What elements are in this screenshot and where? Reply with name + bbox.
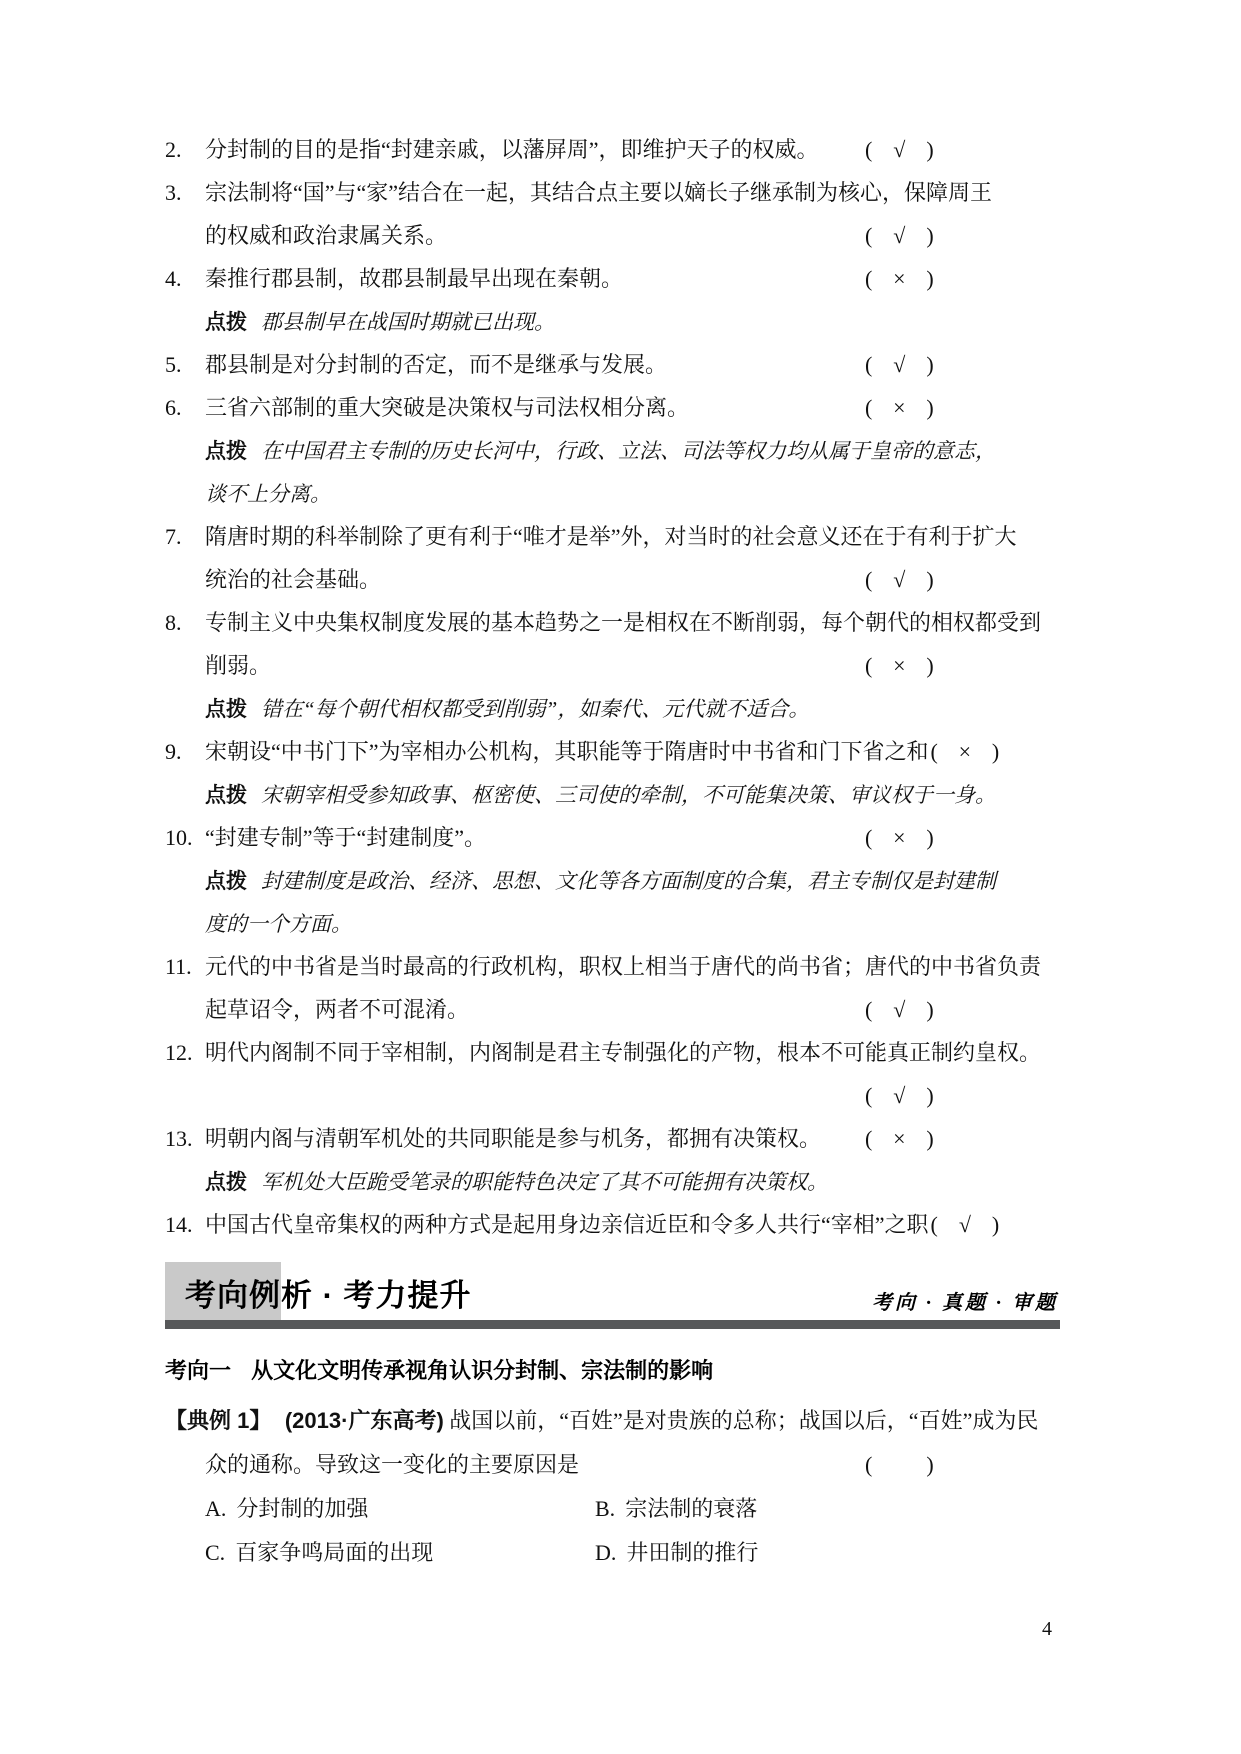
option-b-text: 宗法制的衰落 (625, 1496, 758, 1521)
question-text: 三省六部制的重大突破是决策权与司法权相分离。 (205, 395, 690, 420)
open-paren: ( (865, 137, 873, 162)
question-item-4 (165, 257, 1060, 343)
question-line (165, 472, 1060, 515)
tip-label: 点拨 (205, 698, 247, 721)
question-line (165, 687, 1060, 730)
tip-text: 封建制度是政治、经济、思想、文化等各方面制度的合集，君主专制仅是封建制 (261, 869, 996, 893)
option-c-label: C. (205, 1540, 226, 1565)
banner-slogan: 考向 · 真题 · 审题 (872, 1292, 1058, 1314)
option-d-text: 井田制的推行 (626, 1540, 759, 1565)
question-item-10 (165, 816, 1060, 945)
question-line (165, 1031, 1060, 1074)
example-source: (2013·广东高考) (284, 1408, 444, 1433)
open-paren: ( (865, 266, 873, 291)
answer-mark: √ (893, 223, 906, 248)
open-paren: ( (865, 223, 873, 248)
options-row-1 (165, 1487, 1060, 1531)
question-list (165, 128, 1060, 1246)
section-banner (165, 1262, 1060, 1329)
question-number: 11. (165, 954, 192, 979)
question-item-14 (165, 1203, 1060, 1246)
answer-blank (865, 1443, 934, 1487)
question-text: 元代的中书省是当时最高的行政机构，职权上相当于唐代的尚书省；唐代的中书省负责 (205, 954, 1042, 979)
answer (865, 988, 934, 1031)
question-text: “封建专制”等于“封建制度”。 (205, 825, 487, 850)
open-paren: ( (865, 352, 873, 377)
example-block (165, 1399, 1060, 1575)
question-line (165, 601, 1060, 644)
question-item-11 (165, 945, 1060, 1031)
question-item-7 (165, 515, 1060, 601)
answer (865, 214, 934, 257)
answer (865, 816, 934, 859)
question-text: 中国古代皇帝集权的两种方式是起用身边亲信近臣和令多人共行“宰相”之职 (205, 1212, 929, 1237)
tip-label: 点拨 (205, 440, 247, 463)
question-text: 起草诏令，两者不可混淆。 (205, 997, 470, 1022)
question-line (165, 1117, 1060, 1160)
close-paren: ) (926, 1126, 934, 1151)
question-item-5 (165, 343, 1060, 386)
answer-mark: √ (893, 137, 906, 162)
open-paren: ( (930, 1212, 938, 1237)
section-heading (165, 1355, 1060, 1387)
question-text: 郡县制是对分封制的否定，而不是继承与发展。 (205, 352, 668, 377)
answer (865, 1117, 934, 1160)
question-item-9 (165, 730, 1060, 816)
question-number: 7. (165, 524, 182, 549)
question-item-12 (165, 1031, 1060, 1117)
close-paren: ) (926, 567, 934, 592)
close-paren: ) (991, 1212, 1000, 1237)
answer (865, 128, 934, 171)
answer-mark: √ (893, 997, 906, 1022)
question-number: 2. (165, 137, 182, 162)
close-paren: ) (926, 352, 934, 377)
question-number: 8. (165, 610, 182, 635)
tip-text: 宋朝宰相受参知政事、枢密使、三司使的牵制，不可能集决策、审议权于一身。 (261, 783, 996, 807)
answer-mark: √ (893, 352, 906, 377)
open-paren: ( (865, 1452, 873, 1477)
close-paren: ) (926, 137, 934, 162)
question-text: 秦推行郡县制，故郡县制最早出现在秦朝。 (205, 266, 624, 291)
example-stem-line-1 (165, 1399, 1060, 1443)
example-tag: 【典例 1】 (165, 1408, 272, 1433)
option-a (205, 1496, 368, 1521)
question-line (165, 171, 1060, 214)
question-line (165, 859, 1060, 902)
tip-text: 度的一个方面。 (205, 912, 352, 936)
close-paren: ) (991, 739, 1000, 764)
banner-title-sub: · 考力提升 (322, 1278, 472, 1313)
question-line (165, 128, 1060, 171)
tip-label: 点拨 (205, 1171, 247, 1194)
example-stem-text: 众的通称。导致这一变化的主要原因是 (205, 1452, 580, 1477)
question-line (165, 644, 1060, 687)
answer-mark: × (893, 395, 906, 420)
question-item-8 (165, 601, 1060, 730)
question-text: 明代内阁制不同于宰相制，内阁制是君主专制强化的产物，根本不可能真正制约皇权。 (205, 1040, 1042, 1065)
question-text: 明朝内阁与清朝军机处的共同职能是参与机务，都拥有决策权。 (205, 1126, 822, 1151)
question-line (165, 730, 1060, 773)
close-paren: ) (926, 1452, 934, 1477)
question-line (165, 429, 1060, 472)
answer-mark: √ (893, 1083, 906, 1108)
question-text: 统治的社会基础。 (205, 567, 382, 592)
question-line (165, 945, 1060, 988)
question-line (165, 343, 1060, 386)
close-paren: ) (926, 1083, 934, 1108)
page-number: 4 (1042, 1618, 1052, 1640)
question-item-2 (165, 128, 1060, 171)
option-b (595, 1487, 757, 1531)
question-text: 宗法制将“国”与“家”结合在一起，其结合点主要以嫡长子继承制为核心，保障周王 (205, 180, 993, 205)
tip-label: 点拨 (205, 311, 247, 334)
question-number: 6. (165, 395, 182, 420)
question-number: 3. (165, 180, 182, 205)
page-content (165, 128, 1060, 1575)
question-number: 4. (165, 266, 182, 291)
option-a-text: 分封制的加强 (236, 1496, 369, 1521)
section-label: 考向一 (165, 1358, 232, 1383)
close-paren: ) (926, 223, 934, 248)
tip-text: 军机处大臣跪受笔录的职能特色决定了其不可能拥有决策权。 (261, 1170, 828, 1194)
question-line (165, 816, 1060, 859)
question-line (165, 214, 1060, 257)
question-line (165, 1160, 1060, 1203)
question-line (165, 988, 1060, 1031)
question-line (165, 386, 1060, 429)
close-paren: ) (926, 266, 934, 291)
tip-text: 郡县制早在战国时期就已出现。 (261, 310, 555, 334)
question-line (165, 558, 1060, 601)
answer (865, 558, 934, 601)
answer-mark: × (893, 653, 906, 678)
question-number: 9. (165, 739, 182, 764)
tip-text: 错在“每个朝代相权都受到削弱”，如秦代、元代就不适合。 (261, 697, 810, 721)
answer-mark: × (893, 266, 906, 291)
question-line (165, 515, 1060, 558)
tip-text: 谈不上分离。 (205, 482, 331, 506)
close-paren: ) (926, 395, 934, 420)
tip-label: 点拨 (205, 870, 247, 893)
example-stem-text: 战国以前，“百姓”是对贵族的总称；战国以后，“百姓”成为民 (449, 1408, 1039, 1433)
answer-mark: × (958, 739, 972, 764)
option-b-label: B. (595, 1496, 616, 1521)
question-line (165, 902, 1060, 945)
option-c-text: 百家争鸣局面的出现 (235, 1540, 434, 1565)
example-stem-line-2 (165, 1443, 1060, 1487)
question-line (165, 257, 1060, 300)
option-c (205, 1540, 433, 1565)
answer (931, 739, 1000, 764)
question-line (165, 1203, 1060, 1246)
open-paren: ( (865, 997, 873, 1022)
close-paren: ) (926, 825, 934, 850)
answer-mark: × (893, 1126, 906, 1151)
answer (865, 257, 934, 300)
open-paren: ( (865, 567, 873, 592)
answer-mark: × (893, 825, 906, 850)
close-paren: ) (926, 997, 934, 1022)
answer-mark: √ (893, 567, 906, 592)
question-item-3 (165, 171, 1060, 257)
question-text: 专制主义中央集权制度发展的基本趋势之一是相权在不断削弱，每个朝代的相权都受到 (205, 610, 1042, 635)
answer-mark: √ (958, 1212, 971, 1237)
close-paren: ) (926, 653, 934, 678)
option-d-label: D. (595, 1540, 617, 1565)
banner-title (185, 1270, 472, 1315)
open-paren: ( (865, 395, 873, 420)
question-text: 隋唐时期的科举制除了更有利于“唯才是举”外，对当时的社会意义还在于有利于扩大 (205, 524, 1017, 549)
question-text: 削弱。 (205, 653, 272, 678)
banner-rule (165, 1320, 1060, 1329)
open-paren: ( (865, 1126, 873, 1151)
tip-label: 点拨 (205, 784, 247, 807)
open-paren: ( (930, 739, 938, 764)
question-item-6 (165, 386, 1060, 515)
tip-text: 在中国君主专制的历史长河中，行政、立法、司法等权力均从属于皇帝的意志， (261, 439, 996, 463)
open-paren: ( (865, 825, 873, 850)
question-line (165, 1074, 1060, 1117)
question-number: 13. (165, 1126, 193, 1151)
question-text: 宋朝设“中书门下”为宰相办公机构，其职能等于隋唐时中书省和门下省之和 (205, 739, 929, 764)
question-item-13 (165, 1117, 1060, 1203)
banner-title-main: 考向例析 (185, 1278, 313, 1313)
answer (865, 1074, 934, 1117)
option-a-label: A. (205, 1496, 227, 1521)
question-number: 10. (165, 825, 193, 850)
question-number: 14. (165, 1212, 193, 1237)
question-number: 5. (165, 352, 182, 377)
question-text: 的权威和政治隶属关系。 (205, 223, 448, 248)
question-line (165, 300, 1060, 343)
options-row-2 (165, 1531, 1060, 1575)
question-number: 12. (165, 1040, 193, 1065)
answer (865, 386, 934, 429)
section-title: 从文化文明传承视角认识分封制、宗法制的影响 (251, 1358, 714, 1383)
option-d (595, 1531, 758, 1575)
answer (931, 1212, 1000, 1237)
answer (865, 343, 934, 386)
question-text: 分封制的目的是指“封建亲戚，以藩屏周”，即维护天子的权威。 (205, 137, 819, 162)
question-line (165, 773, 1060, 816)
open-paren: ( (865, 1083, 873, 1108)
answer (865, 644, 934, 687)
open-paren: ( (865, 653, 873, 678)
